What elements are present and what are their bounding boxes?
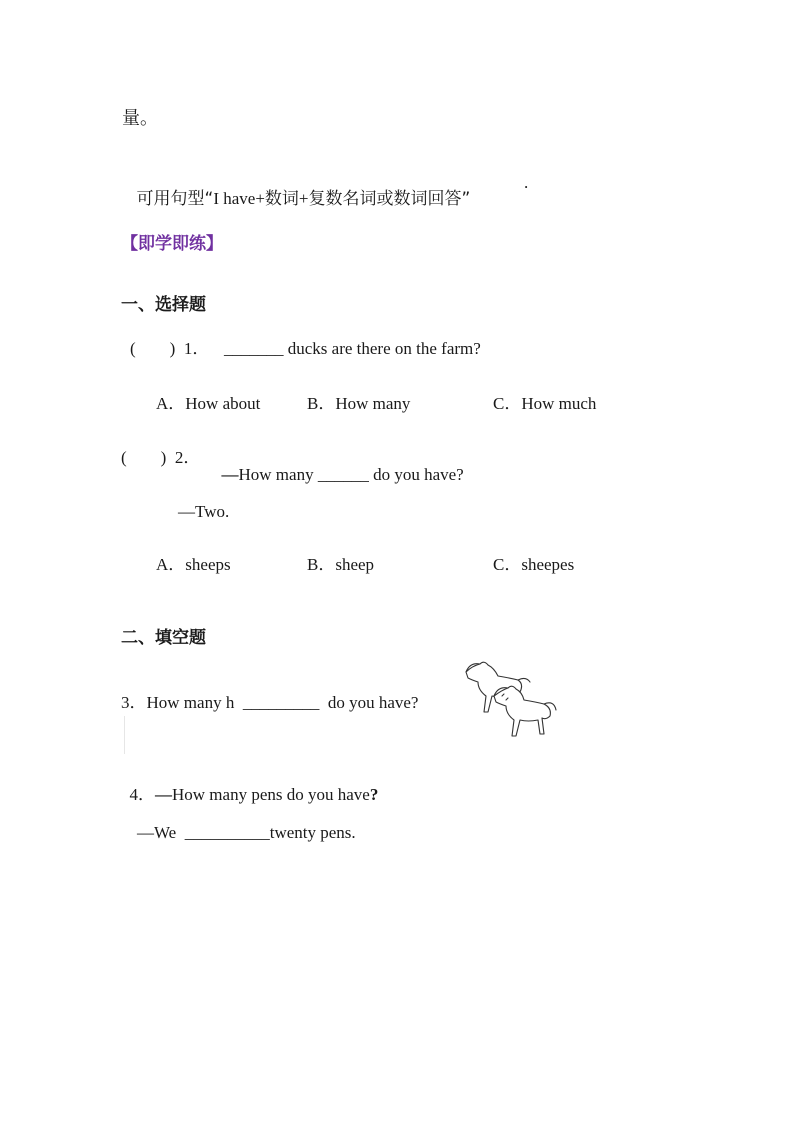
q4-text: How many pens do you have: [172, 785, 370, 804]
q4-num: 4．: [129, 785, 155, 804]
q1-option-c: C．How much: [493, 394, 597, 413]
q2-text: How many ______ do you have?: [238, 465, 464, 484]
intro-cjk-a: 可用句型“: [136, 189, 214, 209]
intro-cjk-b: 数词: [264, 189, 299, 209]
intro-period: .: [524, 173, 529, 192]
q4-question: [121, 769, 378, 803]
practice-heading: 【即学即练】: [121, 234, 223, 254]
q4-answer: —We __________twenty pens.: [137, 823, 356, 842]
q2-option-b: B．sheep: [307, 555, 375, 574]
intro-line-2: [128, 173, 470, 208]
q2-option-c: C．sheepes: [493, 555, 575, 574]
q4-dash: —: [155, 785, 172, 804]
intro-en-b: +: [298, 189, 309, 208]
q1-option-b: B．How many: [307, 394, 411, 413]
q1-option-a: A．How about: [156, 394, 261, 413]
section1-title: 一、选择题: [121, 295, 206, 315]
q1-text: _______ ducks are there on the farm?: [224, 339, 481, 358]
q4-qmark: ?: [369, 785, 379, 804]
margin-rule: [124, 716, 125, 754]
q2-option-a: A．sheeps: [156, 555, 231, 574]
intro-en-a: I have+: [213, 189, 265, 208]
q1-prefix: ( ) 1．: [130, 339, 210, 358]
section2-title: 二、填空题: [121, 628, 206, 648]
intro-line-1: 量。: [122, 108, 158, 129]
q2-dash: —: [221, 465, 239, 484]
q3-text: 3．How many h _________ do you have?: [121, 693, 419, 712]
horses-illustration: [458, 656, 558, 740]
q2-prefix: ( ) 2．: [121, 448, 201, 467]
intro-cjk-c: 复数名词或数词回答”: [308, 189, 471, 209]
q2-question: [213, 449, 464, 483]
q2-answer: —Two.: [178, 502, 230, 521]
